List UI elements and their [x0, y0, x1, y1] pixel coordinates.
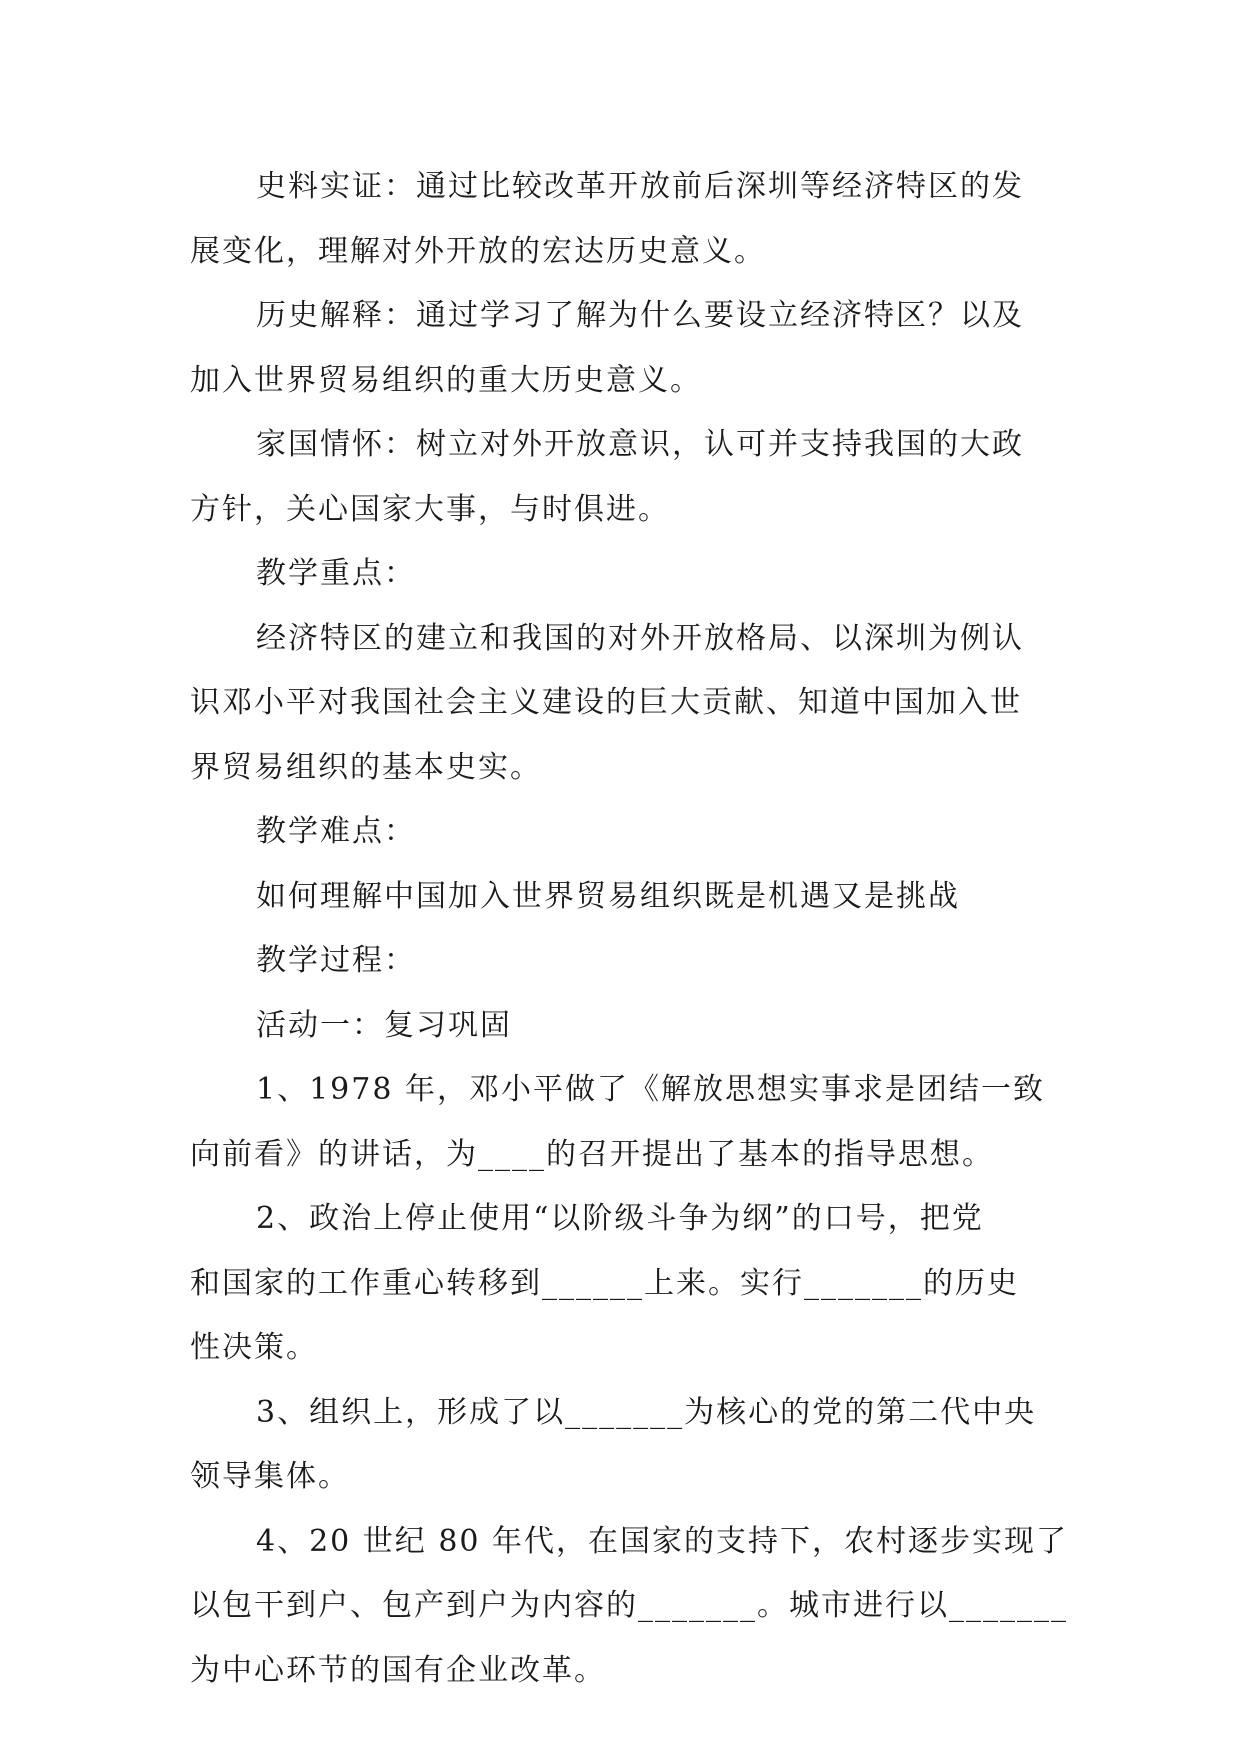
question-line: 和国家的工作重心转移到______上来。实行_______的历史: [190, 1265, 1019, 1301]
section-heading: 教学难点：: [256, 814, 416, 849]
paragraph-line: 展变化，理解对外开放的宏达历史意义。: [190, 233, 766, 269]
question-line: 1、1978 年，邓小平做了《解放思想实事求是团结一致: [256, 1072, 1045, 1107]
section-heading: 教学重点：: [256, 556, 416, 591]
paragraph-line: 如何理解中国加入世界贸易组织既是机遇又是挑战: [256, 878, 960, 914]
question-line: 3、组织上，形成了以_______为核心的党的第二代中央: [256, 1394, 1037, 1430]
question-line: 4、20 世纪 80 年代，在国家的支持下，农村逐步实现了: [256, 1523, 1069, 1559]
section-heading: 活动一：复习巩固: [256, 1007, 512, 1043]
paragraph-line: 方针，关心国家大事，与时俱进。: [190, 491, 670, 527]
question-line: 领导集体。: [190, 1459, 350, 1494]
paragraph-line: 加入世界贸易组织的重大历史意义。: [190, 362, 702, 398]
paragraph-line: 史料实证：通过比较改革开放前后深圳等经济特区的发: [256, 169, 1024, 204]
question-line: 为中心环节的国有企业改革。: [190, 1652, 606, 1688]
paragraph-line: 经济特区的建立和我国的对外开放格局、以深圳为例认: [256, 620, 1024, 656]
paragraph-line: 识邓小平对我国社会主义建设的巨大贡献、知道中国加入世: [190, 685, 1022, 720]
question-line: 向前看》的讲话，为____的召开提出了基本的指导思想。: [190, 1136, 994, 1172]
question-line: 性决策。: [190, 1330, 318, 1365]
question-line: 2、政治上停止使用“以阶级斗争为纲”的口号，把党: [256, 1201, 984, 1236]
paragraph-line: 家国情怀：树立对外开放意识，认可并支持我国的大政: [256, 427, 1024, 462]
document-body: [190, 155, 1069, 1703]
section-heading: 教学过程：: [256, 943, 416, 978]
question-line: 以包干到户、包产到户为内容的_______。城市进行以_______: [190, 1588, 1068, 1623]
paragraph-line: 历史解释：通过学习了解为什么要设立经济特区？以及: [256, 298, 1024, 333]
paragraph-line: 界贸易组织的基本史实。: [190, 749, 542, 785]
